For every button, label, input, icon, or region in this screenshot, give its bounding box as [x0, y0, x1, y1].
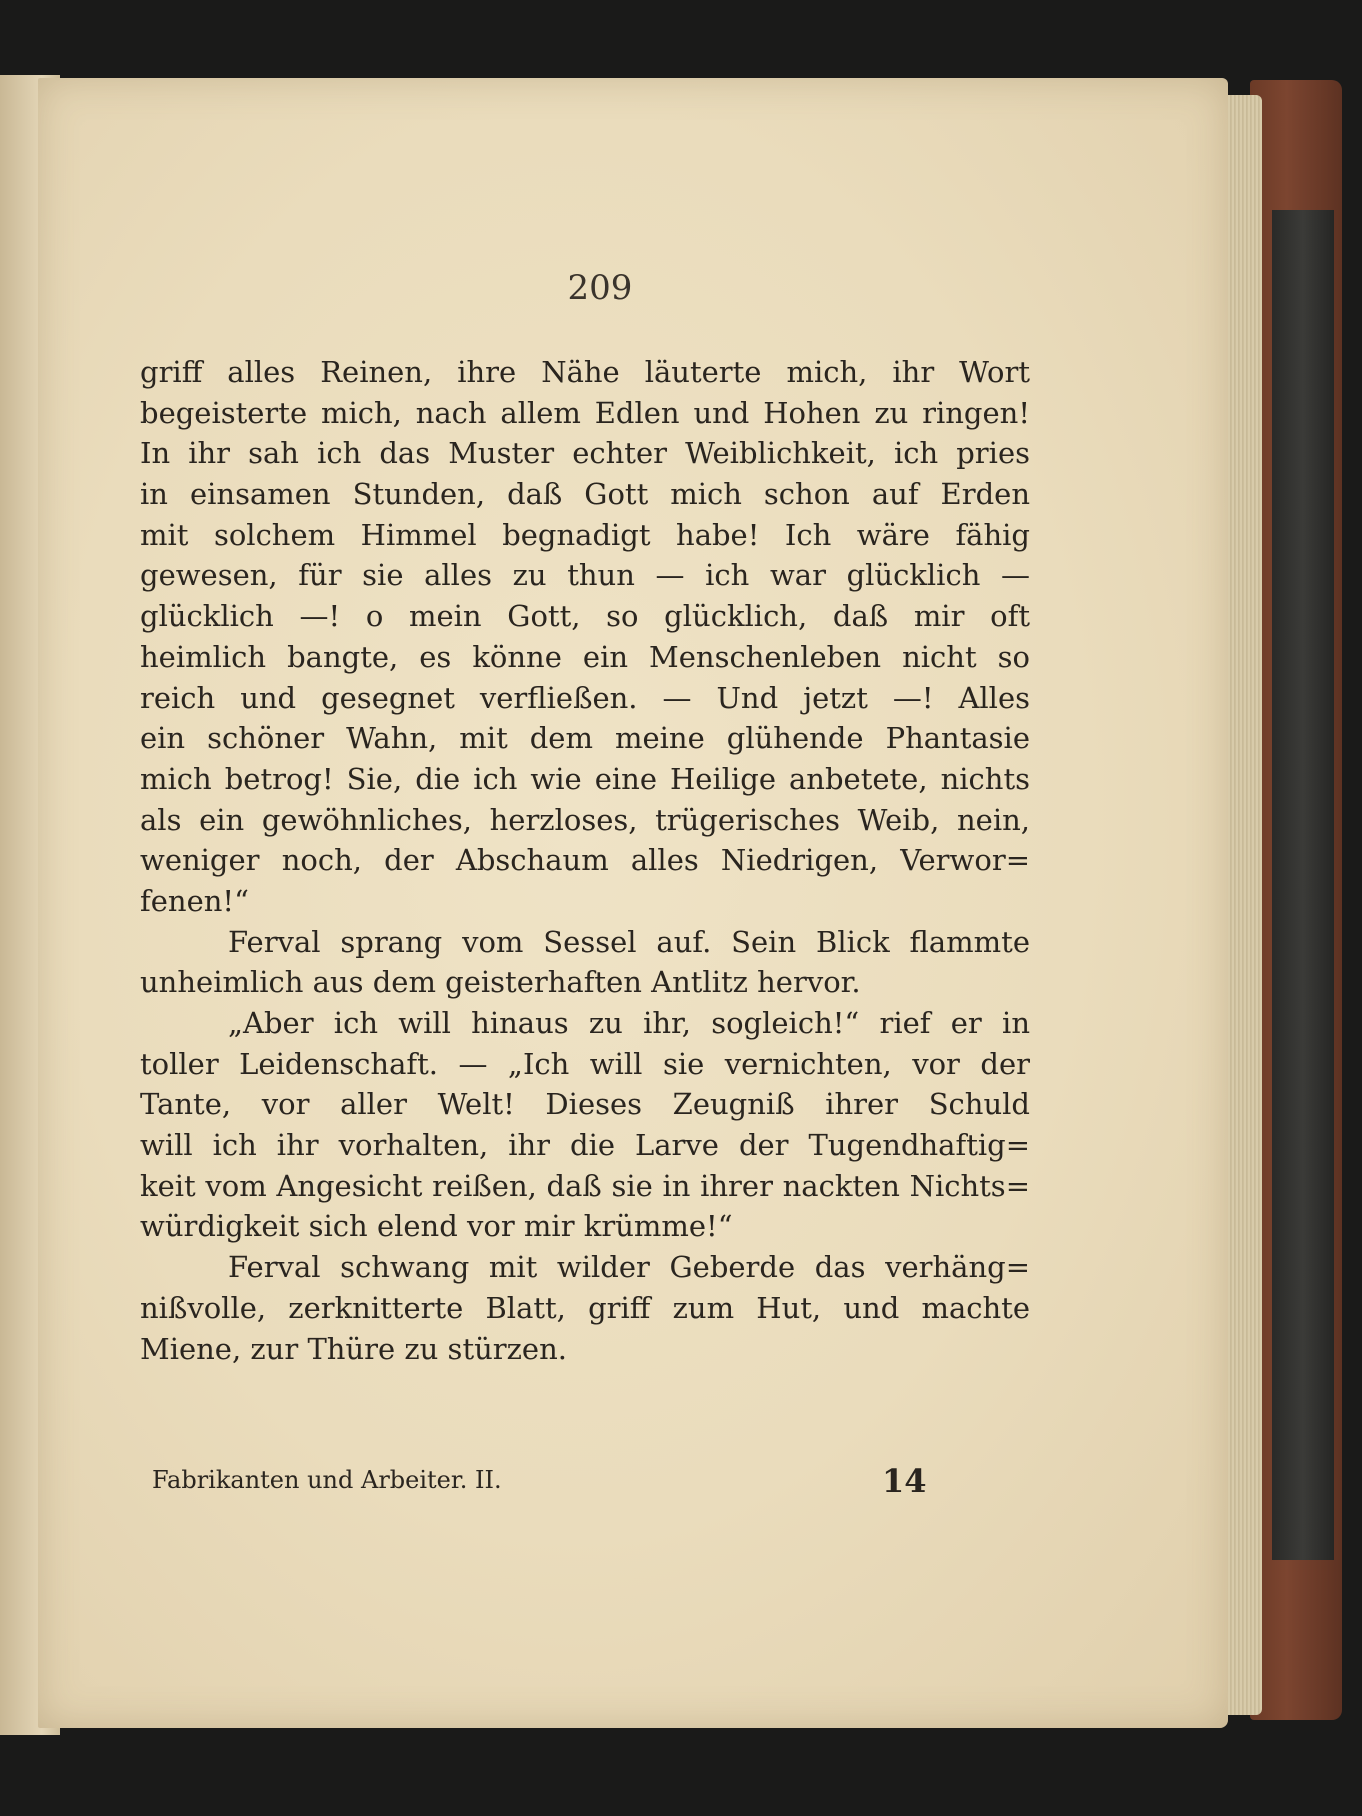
text-line: begeisterte mich, nach allem Edlen und Hohen zu ringen!: [140, 395, 1030, 430]
text-line: unheimlich aus dem geisterhaften Antlitz hervor.: [140, 965, 861, 1000]
text-line: „Aber ich will hinaus zu ihr, sogleich!“ rief er in: [228, 1006, 1030, 1040]
text-line: will ich ihr vorhalten, ihr die Larve der Tugendhaftig=: [140, 1128, 1030, 1163]
sheet-number: 14: [882, 1462, 927, 1500]
text-line: mit solchem Himmel begnadigt habe! Ich wäre fähig: [140, 517, 1030, 552]
text-line: heimlich bangte, es könne ein Menschenleben nicht so: [140, 639, 1030, 674]
text-line: In ihr sah ich das Muster echter Weiblichkeit, ich pries: [140, 436, 1030, 471]
text-line: als ein gewöhnliches, herzloses, trügerisches Weib, nein,: [140, 802, 1030, 837]
text-line: gewesen, für sie alles zu thun — ich war glücklich —: [140, 558, 1030, 593]
text-line: reich und gesegnet verfließen. — Und jetzt —! Alles: [140, 680, 1030, 715]
book-spine-strip: [1272, 210, 1334, 1560]
text-line: Tante, vor aller Welt! Dieses Zeugniß ihrer Schuld: [140, 1087, 1030, 1122]
text-line: griff alles Reinen, ihre Nähe läuterte mich, ihr Wort: [140, 355, 1030, 389]
text-line: Ferval schwang mit wilder Geberde das verhäng=: [228, 1250, 1030, 1285]
text-line: würdigkeit sich elend vor mir krümme!“: [140, 1209, 733, 1244]
text-line: toller Leidenschaft. — „Ich will sie vernichten, vor der: [140, 1046, 1030, 1081]
text-line: glücklich —! o mein Gott, so glücklich, daß mir oft: [140, 599, 1030, 634]
text-line: keit vom Angesicht reißen, daß sie in ihrer nackten Nichts=: [140, 1168, 1030, 1203]
text-line: mich betrog! Sie, die ich wie eine Heilige anbetete, nichts: [140, 761, 1030, 796]
text-line: nißvolle, zerknitterte Blatt, griff zum Hut, und machte: [140, 1290, 1030, 1325]
text-line: fenen!“: [140, 883, 249, 918]
body-text: [140, 352, 1030, 1369]
text-line: Miene, zur Thüre zu stürzen.: [140, 1331, 567, 1366]
text-line: in einsamen Stunden, daß Gott mich schon auf Erden: [140, 477, 1030, 512]
text-line: Ferval sprang vom Sessel auf. Sein Blick flammte: [228, 924, 1030, 959]
text-line: ein schöner Wahn, mit dem meine glühende Phantasie: [140, 721, 1030, 756]
text-line: weniger noch, der Abschaum alles Niedrigen, Verwor=: [140, 843, 1030, 878]
page-number: 209: [567, 268, 633, 308]
signature-line: Fabrikanten und Arbeiter. II.: [152, 1466, 502, 1494]
page-footer: [152, 1462, 932, 1502]
